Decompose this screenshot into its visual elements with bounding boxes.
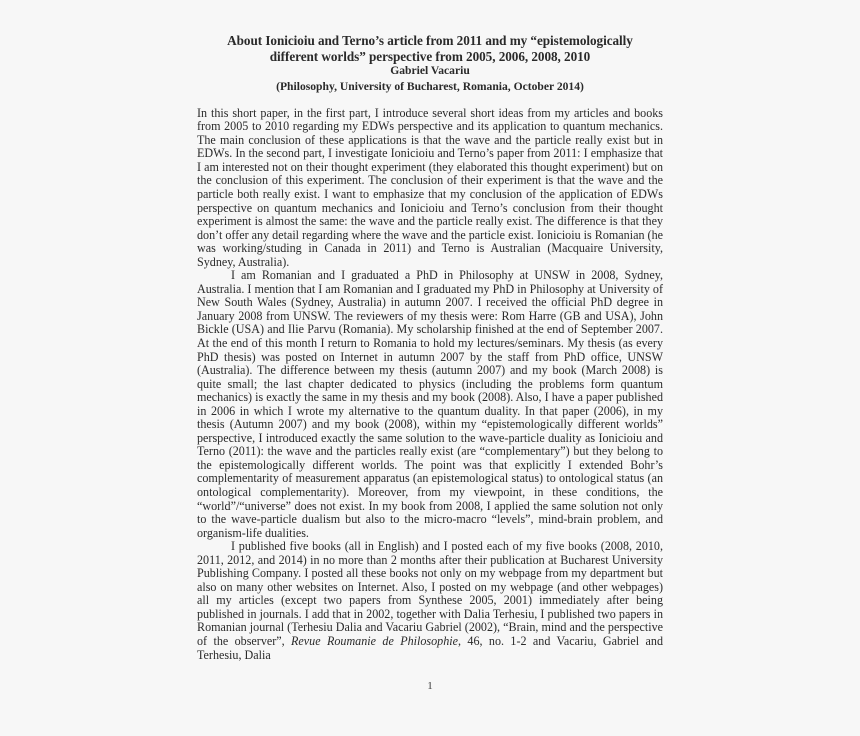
publications-text-after-journal: , 46, no. 1-2 and Vacariu, Gabriel and Terhesiu, Dalia [197, 634, 663, 662]
title-block [197, 33, 663, 94]
document-affiliation: (Philosophy, University of Bucharest, Romania, October 2014) [276, 79, 584, 93]
document-author: Gabriel Vacariu [390, 64, 470, 78]
journal-title: Revue Roumanie de Philosophie [291, 634, 458, 649]
paragraph-biography: I am Romanian and I graduated a PhD in Philosophy at UNSW in 2008, Sydney, Australia. I mention that I am Romanian and I graduated my PhD in Philosophy at University of New South Wales (Sydney, Australia) in autumn 2007. I received the official PhD degree in January 2008 from UNSW. The reviewers of my thesis were: Rom Harre (GB and USA), John Bickle (USA) and Ilie Parvu (Romania). My scholarship finished at the end of September 2007. At the end of this month I return to Romania to hold my lectures/seminars. My thesis (as every PhD thesis) was posted on Internet in autumn 2007 by the staff from PhD office, UNSW (Australia). The difference between my thesis (autumn 2007) and my book (March 2008) is quite small; the last chapter dedicated to physics (including the problems form quantum mechanics) is exactly the same in my thesis and my book (2008). Also, I have a paper published in 2006 in which I wrote my alternative to the quantum duality. In that paper (2006), in my thesis (Autumn 2007) and my book (2008), within my “epistemologically different worlds” perspective, I introduced exactly the same solution to the wave-particle duality as Ionicioiu and Terno (2011): the wave and the particles really exist (are “complementary”) but they belong to the epistemologically different worlds. The point was that explicitly I extended Bohr’s complementarity of measurement apparatus (an epistemological status) to ontological status (an ontological complementarity). Moreover, from my viewpoint, in these conditions, the “world”/“universe” does not exist. In my book from 2008, I applied the same solution not only to the wave-particle dualism but also to the micro-macro “levels”, mind-brain problem, and organism-life dualities. [197, 268, 663, 540]
paragraph-intro: In this short paper, in the first part, I introduce several short ideas from my articles and books from 2005 to 2010 regarding my EDWs perspective and its application to quantum mechanics. The main conclusion of these applications is that the wave and the particle really exist but in EDWs. In the second part, I investigate Ionicioiu and Terno’s paper from 2011: I emphasize that I am interested not on their thought experiment (they elaborated this thought experiment) but on the conclusion of this experiment. The conclusion of their experiment is that the wave and the particle both really exist. I want to emphasize that my conclusion of the application of EDWs perspective on quantum mechanics and Ionicioiu and Terno’s conclusion from their thought experiment is almost the same: the wave and the particle really exist. The difference is that they don’t offer any detail regarding where the wave and the particle exist. Ionicioiu is Romanian (he was working/studing in Canada in 2011) and Terno is Australian (Macquaire University, Sydney, Australia). [197, 105, 663, 269]
document-title-line-1: About Ionicioiu and Terno’s article from 2011 and my “epistemologically [227, 33, 633, 48]
paragraph-publications [197, 540, 663, 662]
publications-text-before-journal: I published five books (all in English) and I posted each of my five books (2008, 2010, 2011, 2012, and 2014) in no more than 2 months after their publication at Bucharest University Publishing Company. I posted all these books not only on my webpage from my department but also on many other websites on Internet. Also, I posted on my webpage (and other webpages) all my articles (except two papers from Synthese 2005, 2001) immediately after being published in journals. I add that in 2002, together with Dalia Terhesiu, I published two papers in Romanian journal (Terhesiu Dalia and Vacariu Gabriel (2002), “Brain, mind and the perspective of the observer”, [197, 539, 663, 649]
page-number: 1 [427, 680, 433, 692]
document-title-line-2: different worlds” perspective from 2005, 2006, 2008, 2010 [269, 48, 591, 64]
document-content [197, 33, 663, 662]
document-body [197, 107, 663, 662]
